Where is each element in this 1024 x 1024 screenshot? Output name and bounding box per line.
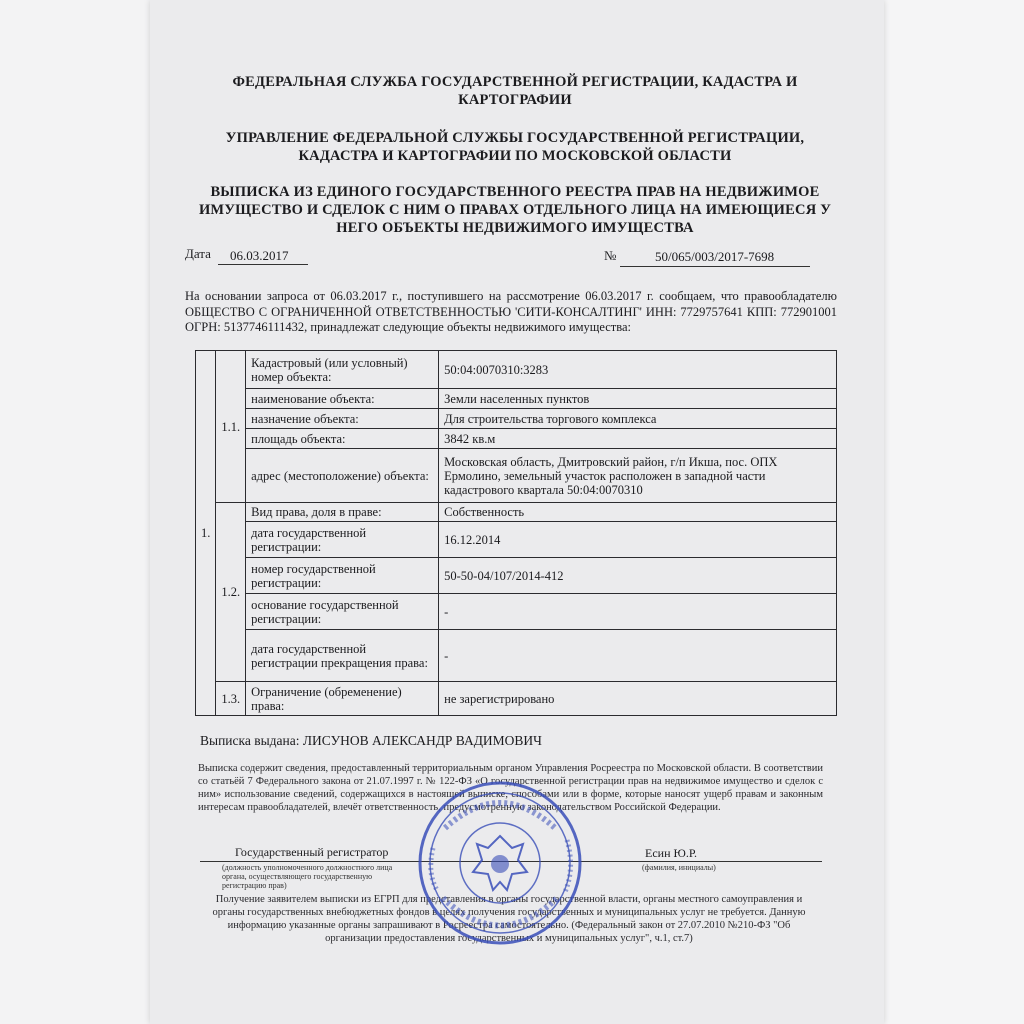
row-value: - <box>439 630 837 682</box>
official-seal <box>415 778 585 948</box>
row-value: не зарегистрировано <box>439 682 837 716</box>
row-value: 50-50-04/107/2014-412 <box>439 558 837 594</box>
table-row <box>196 522 837 558</box>
section-number: 1. <box>196 351 216 716</box>
row-label: площадь объекта: <box>246 429 439 449</box>
background-left <box>0 0 150 1024</box>
number-label: № <box>604 248 617 263</box>
number-value: 50/065/003/2017-7698 <box>655 249 775 264</box>
row-value: 16.12.2014 <box>439 522 837 558</box>
property-table <box>195 350 837 716</box>
row-value: Для строительства торгового комплекса <box>439 409 837 429</box>
row-value: Собственность <box>439 503 837 522</box>
issued-to: ЛИСУНОВ АЛЕКСАНДР ВАДИМОВИЧ <box>302 733 542 748</box>
row-value: Земли населенных пунктов <box>439 389 837 409</box>
row-label: наименование объекта: <box>246 389 439 409</box>
row-value: 50:04:0070310:3283 <box>439 351 837 389</box>
row-label: Кадастровый (или условный) номер объекта: <box>246 351 439 389</box>
subsection-number: 1.1. <box>216 351 246 503</box>
row-label: дата государственной регистрации: <box>246 522 439 558</box>
subsection-number: 1.2. <box>216 503 246 682</box>
intro-paragraph: На основании запроса от 06.03.2017 г., поступившего на рассмотрение 06.03.2017 г. сообщаем, что правообладателю ОБЩЕСТВО С ОГРАНИЧЕННОЙ ОТВЕТСТВЕННОСТЬЮ 'СИТИ-КОНСАЛТИНГ' ИНН: 7729757641 КПП: 772901001 ОГРН: 5137746111432, принадлежат следующие объекты недвижимого имущества: <box>185 289 837 334</box>
table-row <box>196 558 837 594</box>
subsection-number: 1.3. <box>216 682 246 716</box>
row-label: номер государственной регистрации: <box>246 558 439 594</box>
table-row <box>196 682 837 716</box>
row-value: - <box>439 594 837 630</box>
table-row <box>196 503 837 522</box>
background-right <box>884 0 1024 1024</box>
registrar-label: Государственный регистратор <box>235 845 389 859</box>
table-row <box>196 449 837 503</box>
table-row <box>196 630 837 682</box>
table-row <box>196 389 837 409</box>
registrar-caption: (должность уполномоченного должностного лица органа, осуществляющего государственную регистрацию прав) <box>222 863 393 890</box>
footer-note: Получение заявителем выписки из ЕГРП для представления в органы государственной власти, органы местного самоуправления и органы государственных внебюджетных фондов в целях получения государственных и муниципальных услуг не требуется. Данную информацию указанные органы запрашивают в Росреестра самостоятельно. (Федеральный закон от 27.07.2010 №210-ФЗ "Об организации предоставления государственных и муниципальных услуг", ч.1, ст.7) <box>212 894 806 944</box>
table-row <box>196 594 837 630</box>
date-label: Дата <box>185 246 211 261</box>
row-label: основание государственной регистрации: <box>246 594 439 630</box>
department-heading: УПРАВЛЕНИЕ ФЕДЕРАЛЬНОЙ СЛУЖБЫ ГОСУДАРСТВЕННОЙ РЕГИСТРАЦИИ, КАДАСТРА И КАРТОГРАФИИ ПО МОСКОВСКОЙ ОБЛАСТИ <box>225 130 805 164</box>
registrar-name: Есин Ю.Р. <box>645 846 698 860</box>
notice-paragraph: Выписка содержит сведения, предоставленный территориальным органом Управления Росреестра по Московской области. В соответствии со статьёй 7 Федерального закона от 21.07.1997 г. № 122-ФЗ «О государственной регистрации прав на недвижимое имущество и сделок с ним» использование сведений, содержащихся в настоящей выписке, способами или в форме, которые наносят ущерб правам и законным интересам правообладателей, влечёт ответственность, предусмотренную законодательством Российской Федерации. <box>198 763 823 813</box>
issued-line <box>200 733 542 749</box>
row-label: назначение объекта: <box>246 409 439 429</box>
row-value: Московская область, Дмитровский район, г/п Икша, пос. ОПХ Ермолино, земельный участок расположен в западной части кадастрового квартала 50:04:0070310 <box>439 449 837 503</box>
row-value: 3842 кв.м <box>439 429 837 449</box>
row-label: дата государственной регистрации прекращения права: <box>246 630 439 682</box>
date-underline <box>218 264 308 265</box>
row-label: Ограничение (обременение) права: <box>246 682 439 716</box>
date-value: 06.03.2017 <box>230 248 289 263</box>
name-caption: (фамилия, инициалы) <box>642 863 716 872</box>
table-row <box>196 351 837 389</box>
row-label: Вид права, доля в праве: <box>246 503 439 522</box>
table-row <box>196 409 837 429</box>
document-title: ВЫПИСКА ИЗ ЕДИНОГО ГОСУДАРСТВЕННОГО РЕЕСТРА ПРАВ НА НЕДВИЖИМОЕ ИМУЩЕСТВО И СДЕЛОК С НИМ О ПРАВАХ ОТДЕЛЬНОГО ЛИЦА НА ИМЕЮЩИЕСЯ У НЕГО ОБЪЕКТЫ НЕДВИЖИМОГО ИМУЩЕСТВА <box>198 184 832 236</box>
table-row <box>196 429 837 449</box>
agency-heading: ФЕДЕРАЛЬНАЯ СЛУЖБА ГОСУДАРСТВЕННОЙ РЕГИСТРАЦИИ, КАДАСТРА И КАРТОГРАФИИ <box>232 74 798 108</box>
issued-label: Выписка выдана: <box>200 733 300 748</box>
number-underline <box>620 266 810 267</box>
row-label: адрес (местоположение) объекта: <box>246 449 439 503</box>
